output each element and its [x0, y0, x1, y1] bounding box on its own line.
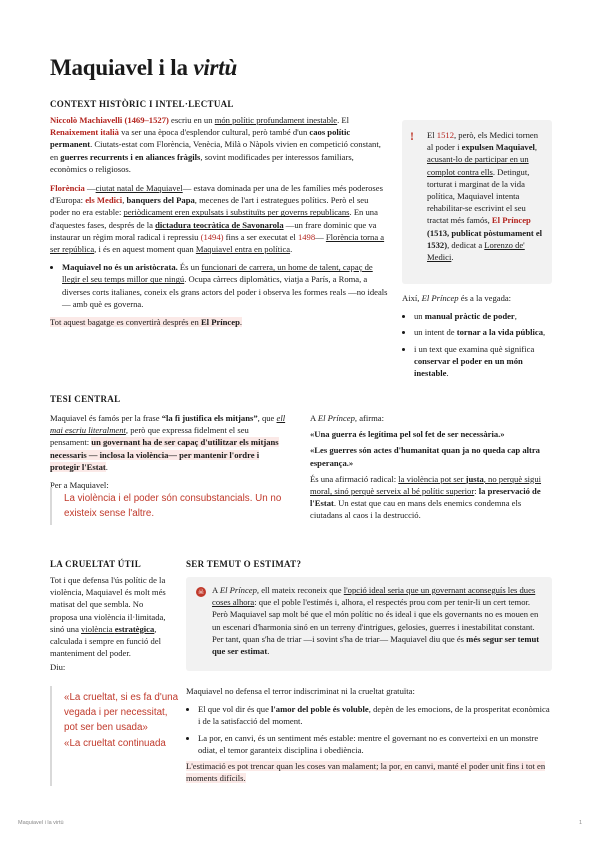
- feared-paragraph: Maquiavel no defensa el terror indiscriminat ni la crueltat gratuïta:: [186, 686, 415, 696]
- feared-closing: L'estimació es pot trencar quan les coses van malament; la por, en canvi, manté el poder unit fins i tot en moments difícils.: [186, 761, 546, 784]
- cruelty-paragraph-1: Tot i que defensa l'ús polític de la violència, Maquiavel és molt més matisat del que sembla. No proposa una violència il·limitada, sinó una violència estratègica, calculada i sempre en funció del manteniment del poder.: [50, 575, 166, 659]
- note-box: [402, 120, 552, 284]
- thesis-paragraph-1: Maquiavel és famós per la frase “la fi justifica els mitjans”, que ell mai escriu literalment, però que expressa fidelment el seu pensament: un governant ha de ser capaç d'utilitzar els mitjans necessaris — inclosa la violència— per mantenir l'ordre i protegir l'Estat.: [50, 413, 286, 472]
- cruelty-quotes: [50, 686, 182, 786]
- footer-title: Maquiavel i la virtù: [18, 820, 64, 826]
- aside-intro: Així, El Príncep és a la vegada:: [402, 293, 512, 303]
- thesis-right: [310, 412, 550, 522]
- section-heading-context: CONTEXT HISTÒRIC I INTEL·LECTUAL: [50, 99, 234, 109]
- feared-body: [186, 685, 552, 784]
- cruelty-body: [50, 574, 170, 674]
- list-item: • un intent de tornar a la vida pública,: [414, 326, 552, 338]
- thesis-quote: La violència i el poder són consubstancials. Un no existeix sense l'altre.: [50, 487, 294, 525]
- cruelty-quote-1: «La crueltat, si es fa d'una vegada i per necessitat, pot ser ben usada»: [64, 692, 179, 734]
- list-item: • un manual pràctic de poder,: [414, 310, 552, 322]
- cruelty-quote-2: «La crueltat continuada: [64, 737, 166, 749]
- page-number: 1: [578, 820, 582, 826]
- skull-icon: ☠: [197, 588, 205, 596]
- page-title-italic: virtù: [193, 55, 238, 80]
- cruelty-paragraph-2: Diu:: [50, 662, 66, 673]
- alert-icon: !: [410, 129, 414, 143]
- feared-box-text: A El Príncep, ell mateix reconeix que l'opció ideal seria que un governant aconseguís les dues coses alhora: que el poble l'estimés i, alhora, el respectés prou com per tenir-li un cert temor. Però Maquiavel sap molt bé que el món polític no és ideal i que els governants no es mouen en un escenari d'harmonia sinó en un terreny d'intrigues, gelosies, guerres i inestabilitat constant. Per tant, quan s'ha de triar —i sovint s'ha de triar— Maquiavel diu que és més segur ser temut que ser estimat.: [212, 585, 540, 657]
- context-body: [50, 114, 388, 328]
- thesis-right-intro: A El Príncep, afirma:: [310, 413, 384, 423]
- section-heading-cruelty: LA CRUELTAT ÚTIL: [50, 559, 141, 569]
- section-heading-feared: SER TEMUT O ESTIMAT?: [186, 559, 302, 569]
- thesis-quote-2: «Les guerres són actes d'humanitat quan ja no queda cap altra esperança.»: [310, 445, 540, 468]
- list-item: • Maquiavel no és un aristòcrata. És un funcionari de carrera, un home de talent, capaç de llegir el seu temps millor que ningú. Ocupa càrrecs diplomàtics, viatja a París, a Roma, a diverses corts italianes, coneix els grans actors del poder i observa les formes reals —no ideals— amb què es governa.: [62, 261, 388, 310]
- list-item: • El que vol dir és que l'amor del poble és voluble, depèn de les emocions, de la prosperitat econòmica i de la satisfacció del moment.: [198, 703, 552, 727]
- feared-box: [186, 577, 552, 671]
- list-item: • i un text que examina què significa conservar el poder en un món inestable.: [414, 343, 552, 380]
- thesis-quote-1: «Una guerra és legítima pel sol fet de ser necessària.»: [310, 429, 505, 440]
- note-text: El 1512, però, els Medici tornen al poder i expulsen Maquiavel, acusant-lo de participar en un complot contra ells. Detingut, torturat i marginat de la vida política, Maquiavel intenta rehabilitar-se escrivint el seu tractat més famós, El Príncep (1513, publicat pòstumament el 1532), dedicat a Lorenzo de' Medici.: [427, 130, 543, 263]
- thesis-left: [50, 412, 290, 491]
- page-title: Maquiavel i la virtù: [50, 55, 238, 80]
- section-heading-thesis: TESI CENTRAL: [50, 394, 121, 404]
- context-paragraph-2: Florència —ciutat natal de Maquiavel— estava dominada per una de les famílies més poderoses d'Europa: els Medici, banquers del Papa, mecenes de l'art i estrategues polítics. Però el seu poder no era estable: periòdicament eren expulsats i substituïts per governs republicans. En una d'aquestes fases, després de la dictadura teocràtica de Savonarola —un frare dominic que va instaurar un règim moral radical i repressiu (1494) fins a ser executat el 1498— Florència torna a ser república, i és en aquest moment quan Maquiavel entra en política.: [50, 183, 385, 255]
- context-bullet-list: [50, 261, 388, 310]
- list-item: • La por, en canvi, és un sentiment més estable: mentre el governant no es converteixi en un monstre odiat, el temor garanteix disciplina i obediència.: [198, 732, 552, 756]
- thesis-paragraph-2: Per a Maquiavel:: [50, 480, 109, 491]
- context-paragraph-1: Niccolò Machiavelli (1469–1527) escriu en un món polític profundament inestable. El Renaixement italià va ser una època d'esplendor cultural, però també d'un caos polític permanent. Ciutats-estat com Florència, Venècia, Milà o Nàpols vivien en competició constant, en guerres recurrents i en aliances fràgils, sovint modificades per interessos familiars, econòmics o religiosos.: [50, 115, 381, 174]
- thesis-right-paragraph: És una afirmació radical: la violència pot ser justa, no perquè sigui moral, sinó perquè serveix al bé polític superior: la preservació de l'Estat. Un estat que cau en mans dels enemics condemna els ciutadans al caos i la destrucció.: [310, 473, 542, 521]
- aside-list: [402, 292, 552, 383]
- context-closing: Tot aquest bagatge es convertirà després en El Príncep.: [50, 317, 243, 328]
